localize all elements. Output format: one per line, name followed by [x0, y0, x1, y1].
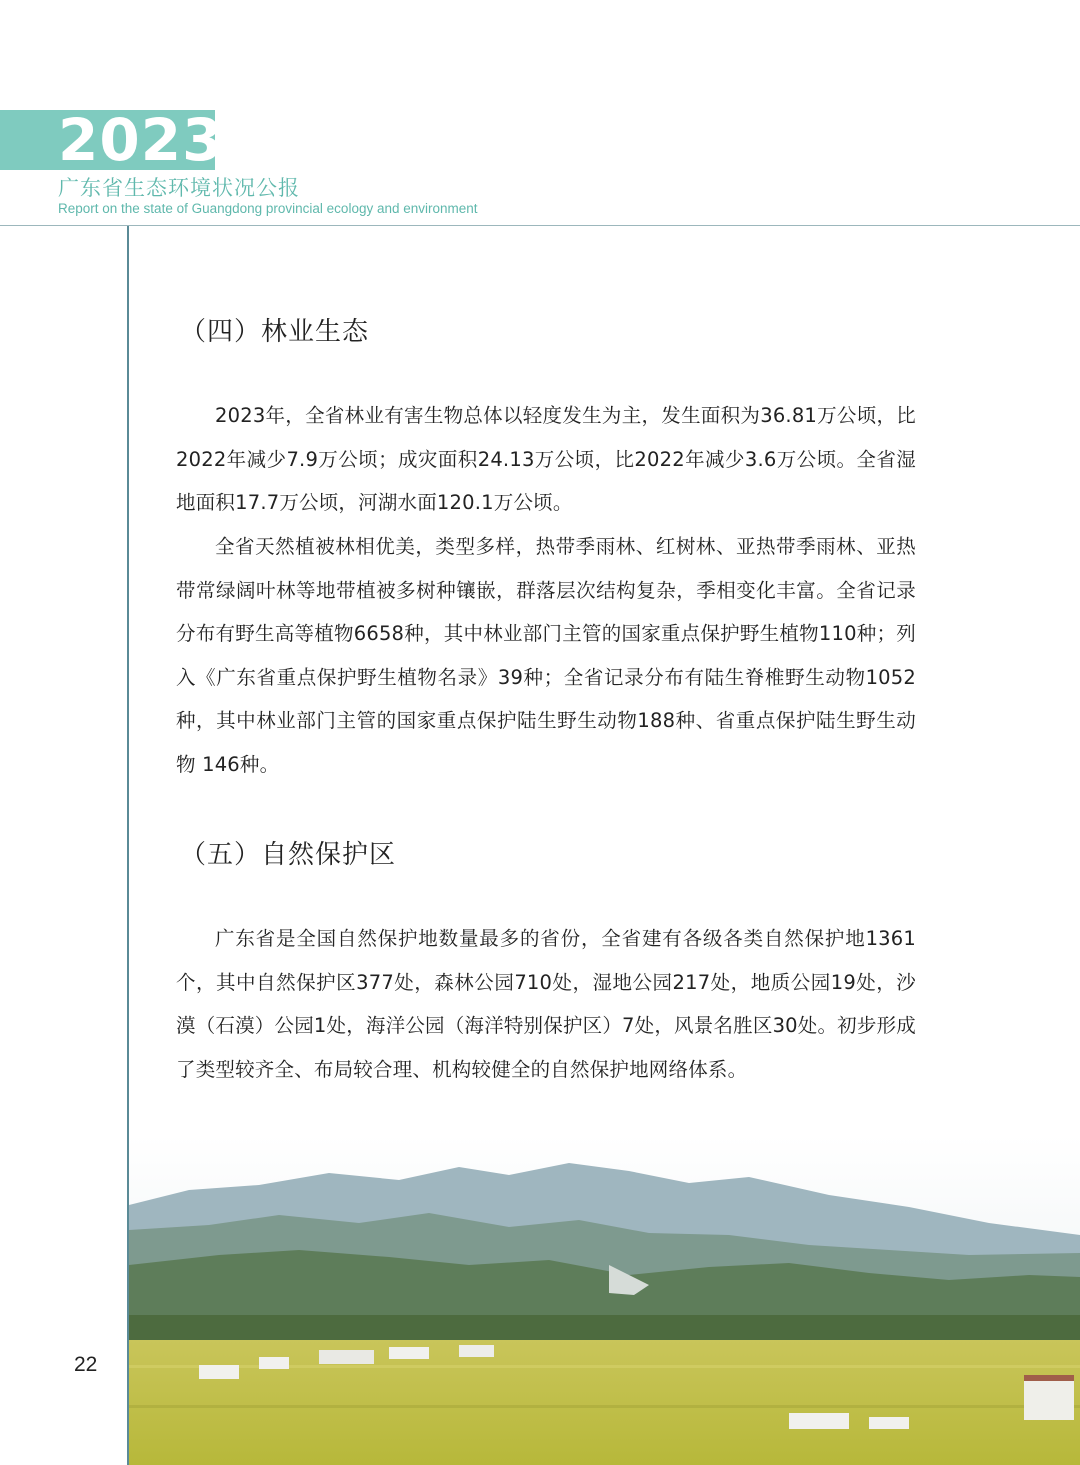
header-divider: [0, 225, 1080, 226]
page-number: 22: [74, 1353, 98, 1376]
report-title-cn: 广东省生态环境状况公报: [58, 176, 300, 200]
paragraph-forestry-biodiversity: 全省天然植被林相优美，类型多样，热带季雨林、红树林、亚热带季雨林、亚热带常绿阔叶林等地带植被多树种镶嵌，群落层次结构复杂，季相变化丰富。全省记录分布有野生高等植物6658种，其中林业部门主管的国家重点保护野生植物110种；列入《广东省重点保护野生植物名录》39种；全省记录分布有陆生脊椎野生动物1052种，其中林业部门主管的国家重点保护陆生野生动物188种、省重点保护陆生野生动物 146种。: [176, 535, 916, 776]
paragraph-forestry-pests: 2023年，全省林业有害生物总体以轻度发生为主，发生面积为36.81万公顷，比2022年减少7.9万公顷；成灾面积24.13万公顷，比2022年减少3.6万公顷。全省湿地面积17.7万公顷，河湖水面120.1万公顷。: [176, 404, 916, 514]
report-title-en: Report on the state of Guangdong provincial ecology and environment: [58, 201, 478, 216]
section-heading-reserves: （五）自然保护区: [180, 840, 397, 870]
report-year: 2023: [58, 106, 224, 174]
section-heading-forestry: （四）林业生态: [180, 317, 370, 347]
landscape-photo: [129, 1135, 1080, 1465]
paragraph-reserves: 广东省是全国自然保护地数量最多的省份，全省建有各级各类自然保护地1361个，其中自然保护区377处，森林公园710处，湿地公园217处，地质公园19处，沙漠（石漠）公园1处，海洋公园（海洋特别保护区）7处，风景名胜区30处。初步形成了类型较齐全、布局较合理、机构较健全的自然保护地网络体系。: [176, 927, 916, 1081]
